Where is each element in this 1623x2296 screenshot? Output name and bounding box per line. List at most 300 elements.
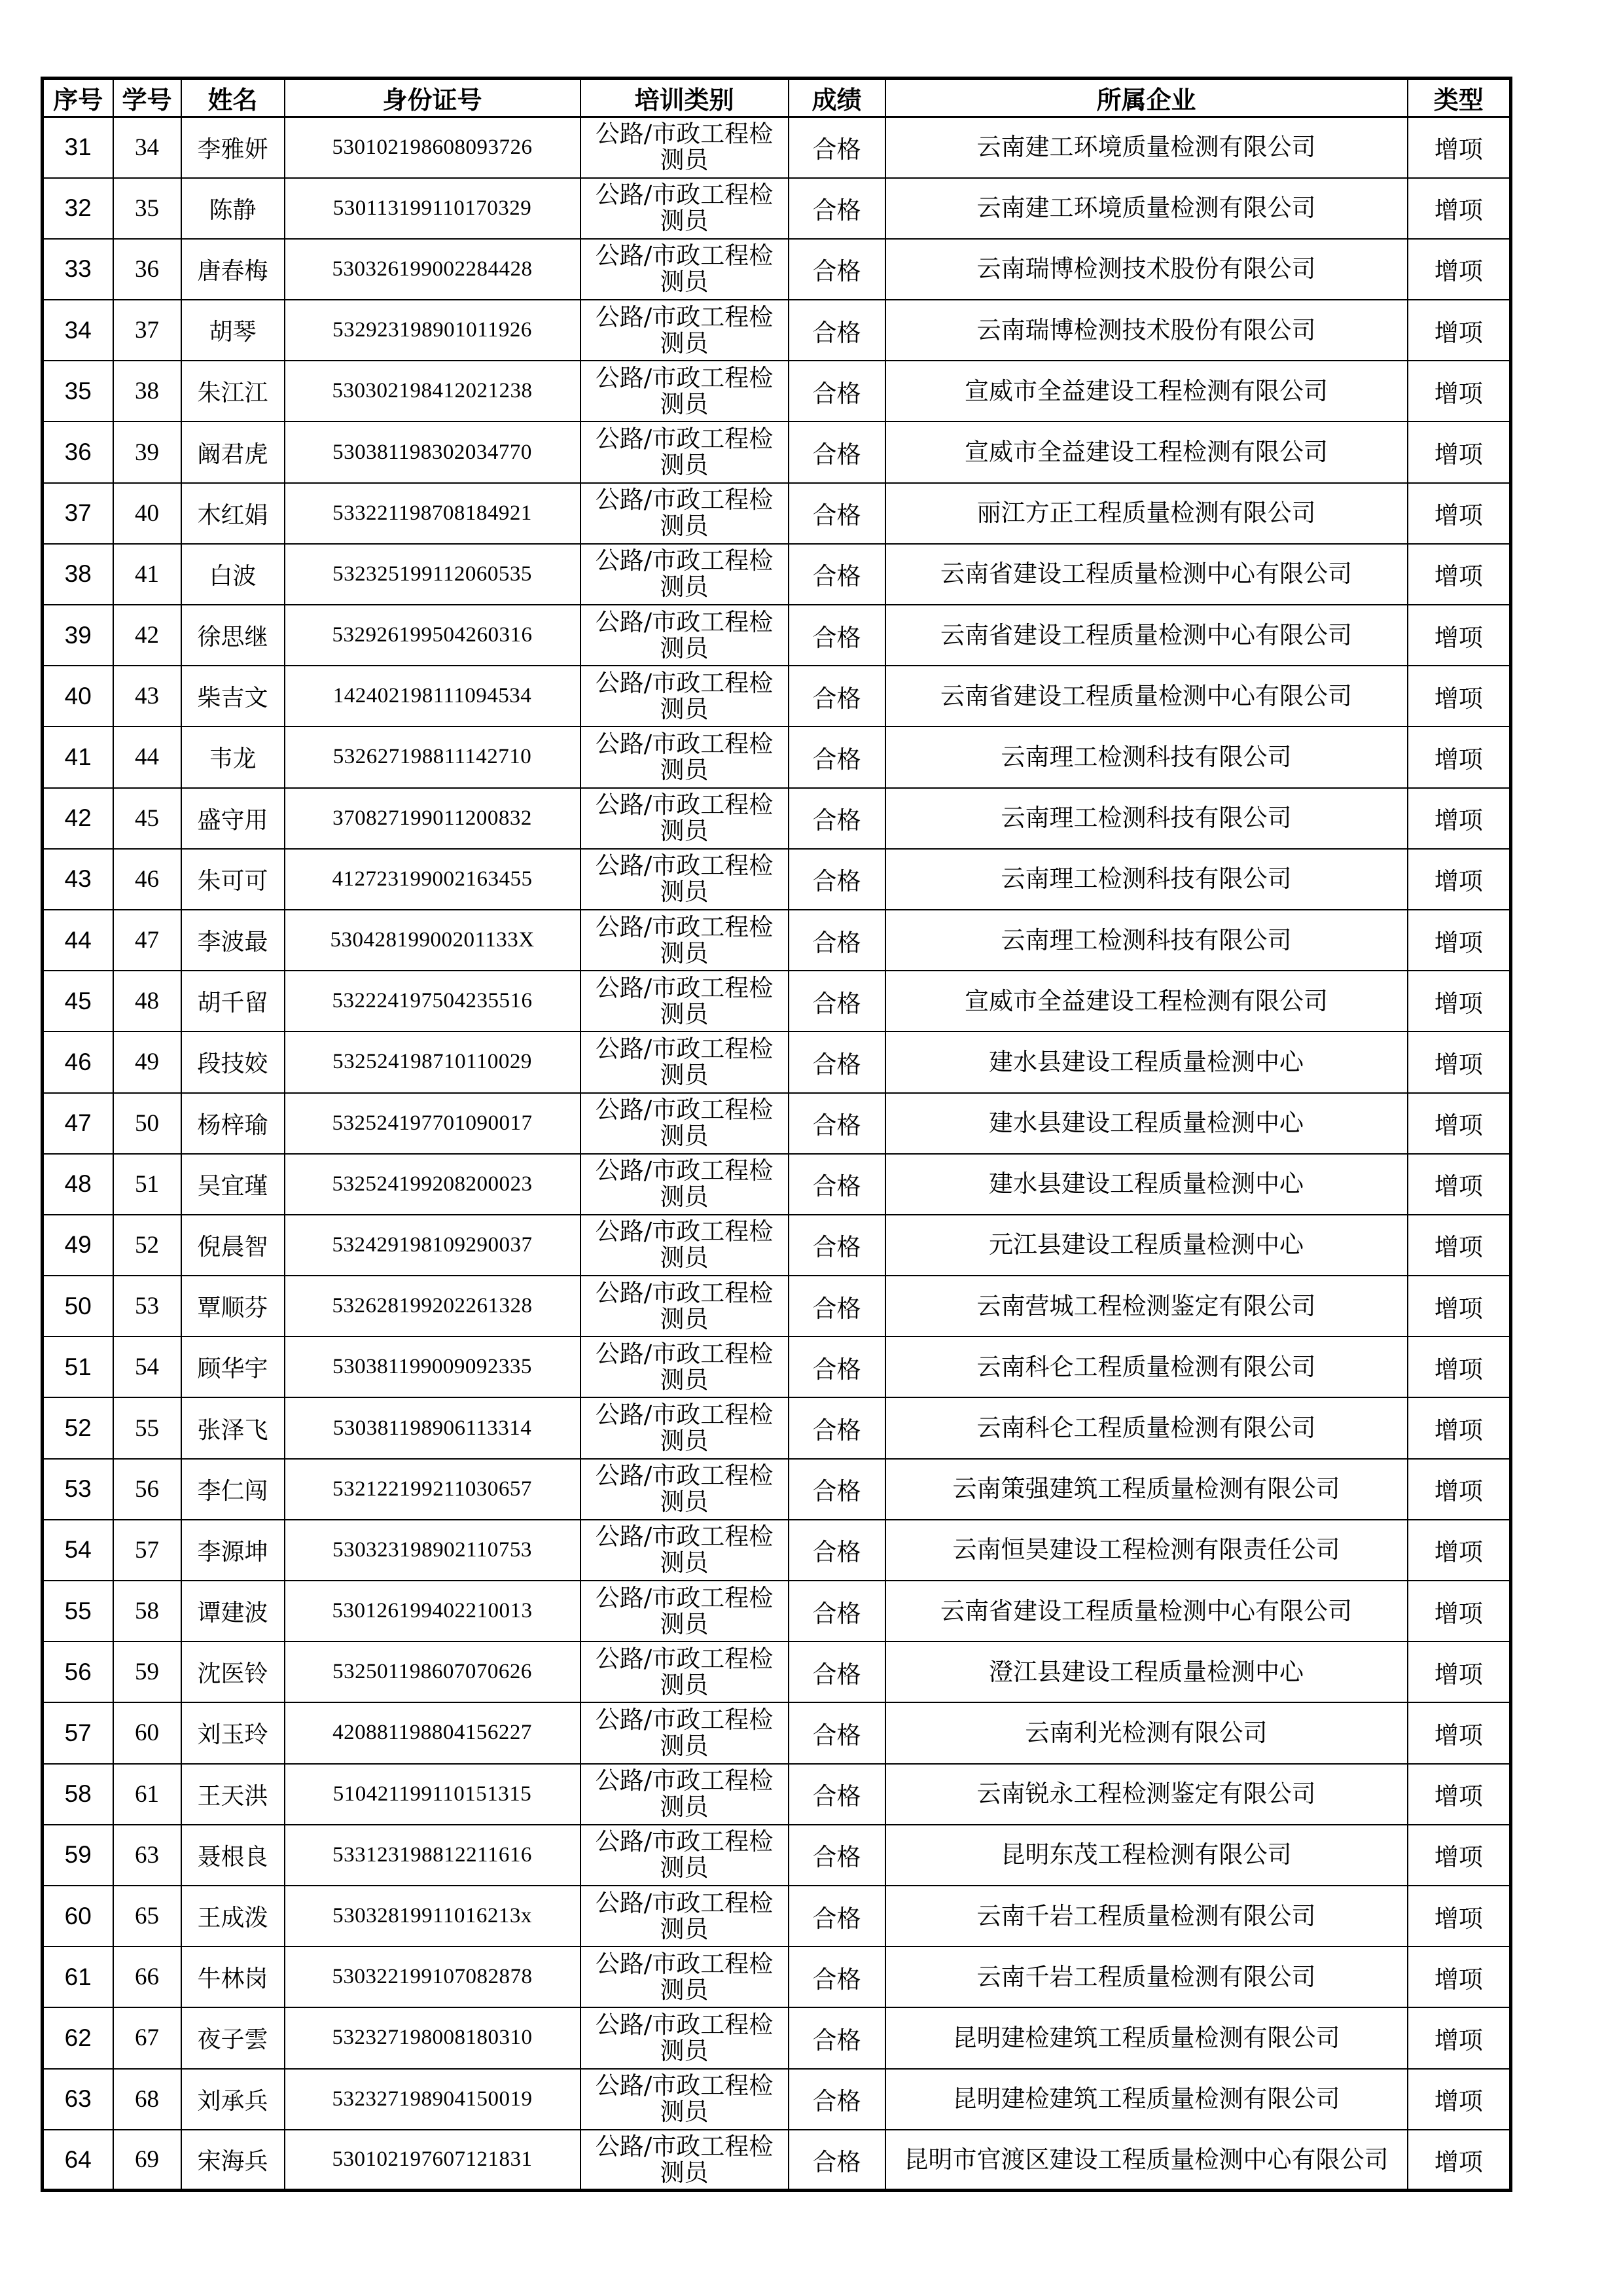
cell-type: 增项 bbox=[1408, 1825, 1511, 1886]
cell-student-no: 63 bbox=[113, 1825, 181, 1886]
cell-grade: 合格 bbox=[789, 971, 885, 1031]
cell-training-category: 公路/市政工程检测员 bbox=[580, 971, 789, 1031]
cell-training-category: 公路/市政工程检测员 bbox=[580, 1215, 789, 1276]
cell-id-number: 530326199002284428 bbox=[285, 239, 580, 300]
cell-student-no: 48 bbox=[113, 971, 181, 1031]
cell-student-no: 40 bbox=[113, 483, 181, 544]
cell-type: 增项 bbox=[1408, 1702, 1511, 1763]
cell-type: 增项 bbox=[1408, 1459, 1511, 1520]
cell-company: 元江县建设工程质量检测中心 bbox=[885, 1215, 1408, 1276]
cell-student-no: 68 bbox=[113, 2069, 181, 2130]
header-id-number: 身份证号 bbox=[285, 79, 580, 117]
cell-type: 增项 bbox=[1408, 726, 1511, 787]
cell-type: 增项 bbox=[1408, 666, 1511, 726]
cell-seq: 31 bbox=[43, 117, 113, 178]
table-row bbox=[43, 2069, 1511, 2130]
cell-training-category: 公路/市政工程检测员 bbox=[580, 422, 789, 482]
cell-student-no: 57 bbox=[113, 1520, 181, 1581]
cell-id-number: 532627198811142710 bbox=[285, 726, 580, 787]
cell-seq: 46 bbox=[43, 1031, 113, 1092]
cell-id-number: 530102197607121831 bbox=[285, 2130, 580, 2191]
cell-id-number: 510421199110151315 bbox=[285, 1764, 580, 1825]
cell-name: 顾华宇 bbox=[181, 1336, 285, 1397]
cell-name: 唐春梅 bbox=[181, 239, 285, 300]
cell-grade: 合格 bbox=[789, 1031, 885, 1092]
cell-training-category: 公路/市政工程检测员 bbox=[580, 239, 789, 300]
cell-grade: 合格 bbox=[789, 483, 885, 544]
table-body bbox=[43, 117, 1511, 2191]
cell-student-no: 65 bbox=[113, 1886, 181, 1946]
cell-training-category: 公路/市政工程检测员 bbox=[580, 1520, 789, 1581]
cell-type: 增项 bbox=[1408, 1397, 1511, 1458]
cell-name: 徐思继 bbox=[181, 605, 285, 666]
cell-seq: 53 bbox=[43, 1459, 113, 1520]
cell-training-category: 公路/市政工程检测员 bbox=[580, 726, 789, 787]
cell-seq: 41 bbox=[43, 726, 113, 787]
header-company: 所属企业 bbox=[885, 79, 1408, 117]
cell-name: 朱可可 bbox=[181, 849, 285, 910]
cell-student-no: 56 bbox=[113, 1459, 181, 1520]
cell-student-no: 59 bbox=[113, 1641, 181, 1702]
cell-company: 云南省建设工程质量检测中心有限公司 bbox=[885, 1581, 1408, 1641]
cell-id-number: 412723199002163455 bbox=[285, 849, 580, 910]
table-row bbox=[43, 1946, 1511, 2007]
cell-company: 云南千岩工程质量检测有限公司 bbox=[885, 1886, 1408, 1946]
cell-id-number: 53032819911016213x bbox=[285, 1886, 580, 1946]
table-row bbox=[43, 1764, 1511, 1825]
cell-student-no: 35 bbox=[113, 178, 181, 239]
table-row bbox=[43, 544, 1511, 605]
cell-type: 增项 bbox=[1408, 1641, 1511, 1702]
table-row bbox=[43, 2130, 1511, 2191]
cell-company: 宣威市全益建设工程检测有限公司 bbox=[885, 422, 1408, 482]
cell-training-category: 公路/市政工程检测员 bbox=[580, 1397, 789, 1458]
cell-grade: 合格 bbox=[789, 544, 885, 605]
cell-grade: 合格 bbox=[789, 2130, 885, 2191]
cell-student-no: 50 bbox=[113, 1093, 181, 1154]
cell-student-no: 44 bbox=[113, 726, 181, 787]
cell-seq: 32 bbox=[43, 178, 113, 239]
cell-training-category: 公路/市政工程检测员 bbox=[580, 117, 789, 178]
table-row bbox=[43, 300, 1511, 361]
cell-training-category: 公路/市政工程检测员 bbox=[580, 1276, 789, 1336]
cell-training-category: 公路/市政工程检测员 bbox=[580, 1886, 789, 1946]
cell-id-number: 530381198906113314 bbox=[285, 1397, 580, 1458]
cell-student-no: 69 bbox=[113, 2130, 181, 2191]
cell-name: 王天洪 bbox=[181, 1764, 285, 1825]
cell-name: 杨梓瑜 bbox=[181, 1093, 285, 1154]
cell-training-category: 公路/市政工程检测员 bbox=[580, 1641, 789, 1702]
cell-id-number: 530381199009092335 bbox=[285, 1336, 580, 1397]
cell-company: 建水县建设工程质量检测中心 bbox=[885, 1031, 1408, 1092]
cell-training-category: 公路/市政工程检测员 bbox=[580, 1336, 789, 1397]
cell-training-category: 公路/市政工程检测员 bbox=[580, 666, 789, 726]
cell-type: 增项 bbox=[1408, 1764, 1511, 1825]
cell-training-category: 公路/市政工程检测员 bbox=[580, 1093, 789, 1154]
cell-id-number: 532325199112060535 bbox=[285, 544, 580, 605]
table-row bbox=[43, 1702, 1511, 1763]
cell-seq: 35 bbox=[43, 361, 113, 422]
cell-student-no: 34 bbox=[113, 117, 181, 178]
cell-training-category: 公路/市政工程检测员 bbox=[580, 2069, 789, 2130]
cell-grade: 合格 bbox=[789, 1459, 885, 1520]
cell-training-category: 公路/市政工程检测员 bbox=[580, 1946, 789, 2007]
cell-student-no: 66 bbox=[113, 1946, 181, 2007]
cell-type: 增项 bbox=[1408, 2130, 1511, 2191]
cell-student-no: 51 bbox=[113, 1154, 181, 1215]
cell-company: 云南策强建筑工程质量检测有限公司 bbox=[885, 1459, 1408, 1520]
table-row bbox=[43, 1825, 1511, 1886]
cell-student-no: 45 bbox=[113, 788, 181, 849]
table-row bbox=[43, 1276, 1511, 1336]
table-row bbox=[43, 1520, 1511, 1581]
cell-type: 增项 bbox=[1408, 1031, 1511, 1092]
cell-name: 李波最 bbox=[181, 910, 285, 971]
cell-name: 刘玉玲 bbox=[181, 1702, 285, 1763]
cell-training-category: 公路/市政工程检测员 bbox=[580, 1459, 789, 1520]
cell-id-number: 420881198804156227 bbox=[285, 1702, 580, 1763]
cell-name: 胡琴 bbox=[181, 300, 285, 361]
cell-student-no: 55 bbox=[113, 1397, 181, 1458]
cell-type: 增项 bbox=[1408, 422, 1511, 482]
cell-company: 云南利光检测有限公司 bbox=[885, 1702, 1408, 1763]
cell-id-number: 532429198109290037 bbox=[285, 1215, 580, 1276]
cell-id-number: 532923198901011926 bbox=[285, 300, 580, 361]
cell-grade: 合格 bbox=[789, 1520, 885, 1581]
cell-name: 李仁闯 bbox=[181, 1459, 285, 1520]
cell-type: 增项 bbox=[1408, 178, 1511, 239]
cell-seq: 55 bbox=[43, 1581, 113, 1641]
table-row bbox=[43, 726, 1511, 787]
cell-seq: 56 bbox=[43, 1641, 113, 1702]
cell-grade: 合格 bbox=[789, 117, 885, 178]
cell-seq: 38 bbox=[43, 544, 113, 605]
cell-name: 盛守用 bbox=[181, 788, 285, 849]
cell-grade: 合格 bbox=[789, 1764, 885, 1825]
cell-name: 张泽飞 bbox=[181, 1397, 285, 1458]
table-row bbox=[43, 1336, 1511, 1397]
cell-company: 云南建工环境质量检测有限公司 bbox=[885, 117, 1408, 178]
header-seq: 序号 bbox=[43, 79, 113, 117]
cell-grade: 合格 bbox=[789, 1581, 885, 1641]
table-row bbox=[43, 849, 1511, 910]
cell-id-number: 530323198902110753 bbox=[285, 1520, 580, 1581]
cell-student-no: 67 bbox=[113, 2007, 181, 2068]
cell-name: 聂根良 bbox=[181, 1825, 285, 1886]
cell-grade: 合格 bbox=[789, 1886, 885, 1946]
cell-company: 云南瑞博检测技术股份有限公司 bbox=[885, 300, 1408, 361]
cell-training-category: 公路/市政工程检测员 bbox=[580, 1825, 789, 1886]
cell-name: 倪晨智 bbox=[181, 1215, 285, 1276]
cell-type: 增项 bbox=[1408, 483, 1511, 544]
cell-type: 增项 bbox=[1408, 1581, 1511, 1641]
cell-name: 木红娟 bbox=[181, 483, 285, 544]
cell-type: 增项 bbox=[1408, 1154, 1511, 1215]
table-row bbox=[43, 971, 1511, 1031]
cell-name: 阚君虎 bbox=[181, 422, 285, 482]
trainee-results-table bbox=[41, 77, 1512, 2192]
cell-id-number: 533221198708184921 bbox=[285, 483, 580, 544]
cell-id-number: 53042819900201133X bbox=[285, 910, 580, 971]
table-row bbox=[43, 788, 1511, 849]
cell-training-category: 公路/市政工程检测员 bbox=[580, 605, 789, 666]
cell-type: 增项 bbox=[1408, 1215, 1511, 1276]
cell-name: 李源坤 bbox=[181, 1520, 285, 1581]
cell-training-category: 公路/市政工程检测员 bbox=[580, 1764, 789, 1825]
cell-name: 吴宜瑾 bbox=[181, 1154, 285, 1215]
cell-grade: 合格 bbox=[789, 300, 885, 361]
cell-company: 云南科仑工程质量检测有限公司 bbox=[885, 1336, 1408, 1397]
cell-id-number: 532224197504235516 bbox=[285, 971, 580, 1031]
cell-id-number: 530302198412021238 bbox=[285, 361, 580, 422]
cell-student-no: 53 bbox=[113, 1276, 181, 1336]
cell-grade: 合格 bbox=[789, 1093, 885, 1154]
cell-student-no: 41 bbox=[113, 544, 181, 605]
cell-company: 云南省建设工程质量检测中心有限公司 bbox=[885, 605, 1408, 666]
cell-company: 云南锐永工程检测鉴定有限公司 bbox=[885, 1764, 1408, 1825]
table-row bbox=[43, 483, 1511, 544]
cell-grade: 合格 bbox=[789, 1825, 885, 1886]
cell-company: 云南科仑工程质量检测有限公司 bbox=[885, 1397, 1408, 1458]
cell-grade: 合格 bbox=[789, 910, 885, 971]
cell-student-no: 61 bbox=[113, 1764, 181, 1825]
cell-type: 增项 bbox=[1408, 1946, 1511, 2007]
cell-grade: 合格 bbox=[789, 2007, 885, 2068]
cell-seq: 51 bbox=[43, 1336, 113, 1397]
cell-id-number: 530126199402210013 bbox=[285, 1581, 580, 1641]
cell-company: 昆明建检建筑工程质量检测有限公司 bbox=[885, 2069, 1408, 2130]
cell-type: 增项 bbox=[1408, 605, 1511, 666]
cell-company: 昆明建检建筑工程质量检测有限公司 bbox=[885, 2007, 1408, 2068]
cell-type: 增项 bbox=[1408, 544, 1511, 605]
cell-student-no: 43 bbox=[113, 666, 181, 726]
cell-grade: 合格 bbox=[789, 2069, 885, 2130]
cell-grade: 合格 bbox=[789, 361, 885, 422]
cell-seq: 49 bbox=[43, 1215, 113, 1276]
cell-type: 增项 bbox=[1408, 2069, 1511, 2130]
cell-company: 云南营城工程检测鉴定有限公司 bbox=[885, 1276, 1408, 1336]
cell-grade: 合格 bbox=[789, 1946, 885, 2007]
cell-id-number: 370827199011200832 bbox=[285, 788, 580, 849]
header-name: 姓名 bbox=[181, 79, 285, 117]
cell-grade: 合格 bbox=[789, 239, 885, 300]
cell-student-no: 38 bbox=[113, 361, 181, 422]
cell-company: 云南建工环境质量检测有限公司 bbox=[885, 178, 1408, 239]
table-row bbox=[43, 117, 1511, 178]
cell-seq: 34 bbox=[43, 300, 113, 361]
cell-name: 刘承兵 bbox=[181, 2069, 285, 2130]
cell-type: 增项 bbox=[1408, 117, 1511, 178]
cell-id-number: 533123198812211616 bbox=[285, 1825, 580, 1886]
cell-seq: 33 bbox=[43, 239, 113, 300]
cell-company: 云南理工检测科技有限公司 bbox=[885, 788, 1408, 849]
cell-training-category: 公路/市政工程检测员 bbox=[580, 483, 789, 544]
cell-student-no: 54 bbox=[113, 1336, 181, 1397]
cell-seq: 39 bbox=[43, 605, 113, 666]
cell-type: 增项 bbox=[1408, 2007, 1511, 2068]
cell-grade: 合格 bbox=[789, 849, 885, 910]
cell-type: 增项 bbox=[1408, 849, 1511, 910]
cell-company: 建水县建设工程质量检测中心 bbox=[885, 1093, 1408, 1154]
cell-company: 云南理工检测科技有限公司 bbox=[885, 849, 1408, 910]
cell-student-no: 46 bbox=[113, 849, 181, 910]
cell-seq: 57 bbox=[43, 1702, 113, 1763]
header-row bbox=[43, 79, 1511, 117]
cell-name: 陈静 bbox=[181, 178, 285, 239]
table-row bbox=[43, 361, 1511, 422]
cell-seq: 59 bbox=[43, 1825, 113, 1886]
cell-company: 澄江县建设工程质量检测中心 bbox=[885, 1641, 1408, 1702]
cell-seq: 36 bbox=[43, 422, 113, 482]
cell-seq: 63 bbox=[43, 2069, 113, 2130]
cell-type: 增项 bbox=[1408, 1886, 1511, 1946]
cell-seq: 43 bbox=[43, 849, 113, 910]
table-row bbox=[43, 1031, 1511, 1092]
cell-id-number: 532327198008180310 bbox=[285, 2007, 580, 2068]
cell-student-no: 36 bbox=[113, 239, 181, 300]
cell-seq: 37 bbox=[43, 483, 113, 544]
cell-grade: 合格 bbox=[789, 1336, 885, 1397]
cell-training-category: 公路/市政工程检测员 bbox=[580, 849, 789, 910]
cell-name: 夜子雲 bbox=[181, 2007, 285, 2068]
cell-training-category: 公路/市政工程检测员 bbox=[580, 300, 789, 361]
cell-company: 建水县建设工程质量检测中心 bbox=[885, 1154, 1408, 1215]
table-row bbox=[43, 422, 1511, 482]
cell-type: 增项 bbox=[1408, 361, 1511, 422]
cell-name: 宋海兵 bbox=[181, 2130, 285, 2191]
cell-id-number: 532628199202261328 bbox=[285, 1276, 580, 1336]
cell-name: 王成泼 bbox=[181, 1886, 285, 1946]
cell-company: 丽江方正工程质量检测有限公司 bbox=[885, 483, 1408, 544]
cell-grade: 合格 bbox=[789, 726, 885, 787]
cell-training-category: 公路/市政工程检测员 bbox=[580, 788, 789, 849]
cell-type: 增项 bbox=[1408, 788, 1511, 849]
cell-company: 宣威市全益建设工程检测有限公司 bbox=[885, 361, 1408, 422]
table-row bbox=[43, 2007, 1511, 2068]
cell-seq: 52 bbox=[43, 1397, 113, 1458]
cell-seq: 60 bbox=[43, 1886, 113, 1946]
cell-id-number: 532122199211030657 bbox=[285, 1459, 580, 1520]
cell-grade: 合格 bbox=[789, 1215, 885, 1276]
cell-name: 韦龙 bbox=[181, 726, 285, 787]
table-row bbox=[43, 1886, 1511, 1946]
table-row bbox=[43, 1215, 1511, 1276]
cell-company: 宣威市全益建设工程检测有限公司 bbox=[885, 971, 1408, 1031]
cell-seq: 40 bbox=[43, 666, 113, 726]
cell-id-number: 532501198607070626 bbox=[285, 1641, 580, 1702]
cell-id-number: 532926199504260316 bbox=[285, 605, 580, 666]
cell-type: 增项 bbox=[1408, 1276, 1511, 1336]
cell-id-number: 142402198111094534 bbox=[285, 666, 580, 726]
cell-id-number: 532327198904150019 bbox=[285, 2069, 580, 2130]
cell-grade: 合格 bbox=[789, 1154, 885, 1215]
cell-id-number: 532524197701090017 bbox=[285, 1093, 580, 1154]
cell-training-category: 公路/市政工程检测员 bbox=[580, 544, 789, 605]
cell-grade: 合格 bbox=[789, 605, 885, 666]
header-grade: 成绩 bbox=[789, 79, 885, 117]
cell-company: 昆明市官渡区建设工程质量检测中心有限公司 bbox=[885, 2130, 1408, 2191]
header-student-no: 学号 bbox=[113, 79, 181, 117]
cell-id-number: 532524199208200023 bbox=[285, 1154, 580, 1215]
cell-name: 朱江江 bbox=[181, 361, 285, 422]
cell-training-category: 公路/市政工程检测员 bbox=[580, 1154, 789, 1215]
cell-company: 云南省建设工程质量检测中心有限公司 bbox=[885, 544, 1408, 605]
table-row bbox=[43, 1581, 1511, 1641]
cell-type: 增项 bbox=[1408, 239, 1511, 300]
cell-grade: 合格 bbox=[789, 788, 885, 849]
cell-id-number: 530113199110170329 bbox=[285, 178, 580, 239]
cell-training-category: 公路/市政工程检测员 bbox=[580, 2130, 789, 2191]
cell-type: 增项 bbox=[1408, 1336, 1511, 1397]
cell-company: 云南瑞博检测技术股份有限公司 bbox=[885, 239, 1408, 300]
table-row bbox=[43, 178, 1511, 239]
table-row bbox=[43, 1093, 1511, 1154]
header-training-category: 培训类别 bbox=[580, 79, 789, 117]
cell-training-category: 公路/市政工程检测员 bbox=[580, 1702, 789, 1763]
cell-name: 李雅妍 bbox=[181, 117, 285, 178]
cell-name: 牛林岗 bbox=[181, 1946, 285, 2007]
cell-seq: 45 bbox=[43, 971, 113, 1031]
cell-training-category: 公路/市政工程检测员 bbox=[580, 1031, 789, 1092]
cell-company: 云南千岩工程质量检测有限公司 bbox=[885, 1946, 1408, 2007]
table-row bbox=[43, 666, 1511, 726]
cell-student-no: 58 bbox=[113, 1581, 181, 1641]
cell-name: 沈医铃 bbox=[181, 1641, 285, 1702]
cell-grade: 合格 bbox=[789, 1397, 885, 1458]
cell-student-no: 60 bbox=[113, 1702, 181, 1763]
table-row bbox=[43, 1459, 1511, 1520]
cell-seq: 54 bbox=[43, 1520, 113, 1581]
cell-name: 段技姣 bbox=[181, 1031, 285, 1092]
cell-seq: 64 bbox=[43, 2130, 113, 2191]
cell-grade: 合格 bbox=[789, 1641, 885, 1702]
cell-training-category: 公路/市政工程检测员 bbox=[580, 361, 789, 422]
cell-student-no: 49 bbox=[113, 1031, 181, 1092]
cell-name: 谭建波 bbox=[181, 1581, 285, 1641]
cell-seq: 58 bbox=[43, 1764, 113, 1825]
cell-type: 增项 bbox=[1408, 1520, 1511, 1581]
cell-student-no: 42 bbox=[113, 605, 181, 666]
cell-company: 云南理工检测科技有限公司 bbox=[885, 726, 1408, 787]
cell-id-number: 530322199107082878 bbox=[285, 1946, 580, 2007]
cell-name: 白波 bbox=[181, 544, 285, 605]
cell-company: 昆明东茂工程检测有限公司 bbox=[885, 1825, 1408, 1886]
cell-student-no: 47 bbox=[113, 910, 181, 971]
cell-type: 增项 bbox=[1408, 1093, 1511, 1154]
cell-grade: 合格 bbox=[789, 1276, 885, 1336]
cell-seq: 61 bbox=[43, 1946, 113, 2007]
cell-type: 增项 bbox=[1408, 910, 1511, 971]
cell-student-no: 37 bbox=[113, 300, 181, 361]
cell-training-category: 公路/市政工程检测员 bbox=[580, 178, 789, 239]
table-row bbox=[43, 910, 1511, 971]
cell-seq: 42 bbox=[43, 788, 113, 849]
cell-type: 增项 bbox=[1408, 971, 1511, 1031]
table-row bbox=[43, 1154, 1511, 1215]
cell-grade: 合格 bbox=[789, 178, 885, 239]
cell-seq: 47 bbox=[43, 1093, 113, 1154]
cell-training-category: 公路/市政工程检测员 bbox=[580, 1581, 789, 1641]
cell-student-no: 52 bbox=[113, 1215, 181, 1276]
cell-seq: 62 bbox=[43, 2007, 113, 2068]
cell-id-number: 530102198608093726 bbox=[285, 117, 580, 178]
cell-seq: 44 bbox=[43, 910, 113, 971]
table-row bbox=[43, 239, 1511, 300]
cell-seq: 50 bbox=[43, 1276, 113, 1336]
cell-name: 胡千留 bbox=[181, 971, 285, 1031]
table-row bbox=[43, 605, 1511, 666]
table-row bbox=[43, 1641, 1511, 1702]
